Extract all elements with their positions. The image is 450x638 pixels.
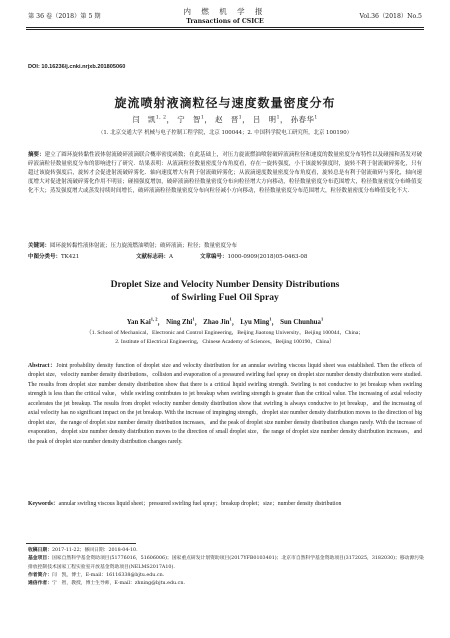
header-volume-cn: 第 36 卷（2018）第 5 期 [28,13,101,20]
footnote-label: 通信作者： [28,581,52,587]
author-affil-mark: 1 [192,316,195,322]
journal-name-en: Transactions of CSICE [186,18,264,25]
author-affil-mark: 1, 2 [150,316,158,322]
keywords-label-cn: 关键词： [28,243,51,249]
journal-name-cn: 内 燃 机 学 报 [183,7,267,16]
footnote-author-bio [28,572,428,580]
author-affil-mark: 1 [269,316,272,322]
footnote-text: 宁 智，教授，博士生导师，E-mail：zhning@bjtu.edu.cn. [52,581,185,587]
abstract-label-cn: 摘要： [28,152,45,158]
affiliation-cn: （1. 北京交通大学 机械与电子控制工程学院，北京 100044；2. 中国科学院电工研究所，北京 100190） [97,130,353,136]
footnote-received [28,547,428,555]
clc-label: 中图分类号： [28,254,62,260]
footnote-text: 闫 凯，博士，E-mail：16116338@bjtu.edu.cn. [52,572,165,578]
doc-code-label: 文献标志码： [136,254,170,260]
footnote-rule [26,543,136,544]
keywords-text-cn: 圆环旋转黏性液体射流；压力旋流燃油喷射；破碎液滴；粒径；数量密度分布 [50,243,238,249]
author-name: 孙春华 [290,115,315,124]
keywords-cn [28,242,422,251]
header-rule-thin [26,29,424,30]
author-name: Lyu Ming [240,319,270,326]
title-en-line1: Droplet Size and Velocity Number Density Distributions [110,279,340,290]
author-name: 赵 晋 [215,115,239,124]
footnotes [28,547,428,588]
footnote-funding [28,555,428,572]
clc-number [28,252,79,260]
header-volume-en: Vol.36（2018）No.5 [359,13,422,20]
footnote-label: 基金项目： [28,556,52,562]
doc-code-value: A [169,254,173,260]
article-no-value: 1000-0909(2018)05-0463-08 [227,254,308,260]
abstract-en [28,362,422,447]
keywords-label-en: Keywords： [28,501,59,507]
author-list-en: Yan Kai$^{1, 2}$， Ning Zhi$^1$， Zhao Jin$^1$， Lyu Ming$^1$， Sun Chunhua$^1$ [126,316,324,326]
author-affil-mark: 1 [238,115,243,121]
affiliation-en [0,329,450,347]
author-name: 闫 凯 [132,115,156,124]
author-affil-mark: 1 [276,115,280,121]
header-rule [26,27,424,28]
abstract-text-en: Joint probability density function of droplet size and velocity distribution for an annular swirling viscous liquid sheet was established. Then the effects of droplet size，velocity number density distributions，collision and evaporation of a pressured swirling fuel spray on droplet size number density distribution were studied. The results from droplet size number density distribution show that there is a critical liquid swirling strength. Swirling is not conducive to jet breakup when swirling strength is less than the critical value，while swirling contributes to jet breakup when swirling strength is greater than the critical value. The increasing of axial velocity accelerates the jet breakup. The results from droplet velocity number density distribution show that swirling is always conducive to jet breakup，and the increasing of axial velocity has no significant impact on the jet breakup. With the increase of impinging strength，droplet size number density distribution moves to the direction of big droplet size，the range of droplet size number density distribution increases，and the peak of droplet size number density distribution changes rarely. With the increase of evaporation，droplet size number density distribution moves to the direction of small droplet size，the range of droplet size number density distribution increases，and the peak of droplet size number density distribution changes rarely. [28,363,422,445]
footnote-label: 收稿日期： [28,548,52,553]
abstract-label-en: Abstract： [28,363,57,369]
paper-title-cn: 旋流喷射液滴粒径与速度数量密度分布 [114,96,336,110]
author-affil-mark: 1 [314,115,318,121]
paper-title-en [0,278,450,304]
footnote-corresponding [28,580,428,588]
author-list-cn: 闫 凯$^{1, 2}$， 宁 智$^1$， 赵 晋$^1$， 吕 明$^1$， 孙春华$^1$ [132,115,318,124]
author-affil-mark: 1, 2 [155,115,167,121]
keywords-text-en: annular swirling viscous liquid sheet；pressured swirling fuel spray；breakup droplet；size；number density distribution [58,501,342,507]
article-number [200,252,307,260]
author-affil-mark: 1 [200,115,205,121]
document-code [136,252,173,260]
article-no-label: 文章编号： [200,254,228,260]
footnote-label: 作者简介： [28,572,52,578]
clc-value: TK421 [61,254,80,260]
author-name: Ning Zhi [166,319,193,326]
footnote-text: 2017-11-22；修回日期：2018-04-10. [52,548,138,553]
author-name: 吕 明 [252,115,277,124]
author-name: Zhao Jin [203,319,230,326]
abstract-text-cn: 建立了圆环旋转黏性液体射流破碎液滴联合概率密度函数；在此基础上，对压力旋流燃油喷射破碎液滴粒径和速度的数量密度分布特性以及碰撞和蒸发对破碎液滴粒径数量密度分布的影响进行了研究．结果表明：从液滴粒径数量密度分布角度看，存在一旋转强度，小于该旋转强度时，旋转不利于射流破碎雾化，只有超过该旋转强度后，旋转才会促进射流破碎雾化．轴向速度增大有利于射流破碎雾化；从液滴速度数量密度分布角度看，旋转总是有利于射流破碎与雾化，轴向速度增大对促进射流破碎雾化作用不明显；碰撞强度增加，破碎液滴粒径数量密度分布向粒径增大方向移动，粒径数量密度分布范围增大，粒径数量密度分布峰值变化不大；蒸发强度增大或蒸发持续时间增长，破碎液滴粒径数量密度分布向粒径减小方向移动，粒径数量密度分布范围增大，粒径数量密度分布峰值变化不大． [28,152,422,194]
abstract-cn [28,151,422,196]
author-affil-mark: 1 [320,316,324,322]
author-affil-mark: 1 [229,316,232,322]
author-name: Yan Kai [126,319,151,326]
author-name: 宁 智 [177,115,201,124]
title-en-line2: of Swirling Fuel Oil Spray [171,292,279,303]
affiliation-en-line2: 2. Institute of Electrical Engineering，Chinese Academy of Sciences，Beijing 100190，China） [115,338,335,345]
keywords-en [28,500,422,509]
affiliation-en-line1: （1. School of Mechanical，Electronic and Control Engineering，Beijing Jiaotong University，Beijing 100044，China； [86,330,364,336]
doi-line: DOI: 10.16236/j.cnki.nrjxb.201805060 [28,64,126,70]
author-name: Sun Chunhua [280,319,321,326]
footnote-text: 国家自然科学基金资助项目(51776016，51606006)；国家重点研发计划资助项目(2017YFB0103401)；北京市自然科学基金资助项目(3172025，3182030)；移动源污染排放控制技术国家工程实验室开放基金资助项目(NELMS2017A10). [28,556,424,570]
